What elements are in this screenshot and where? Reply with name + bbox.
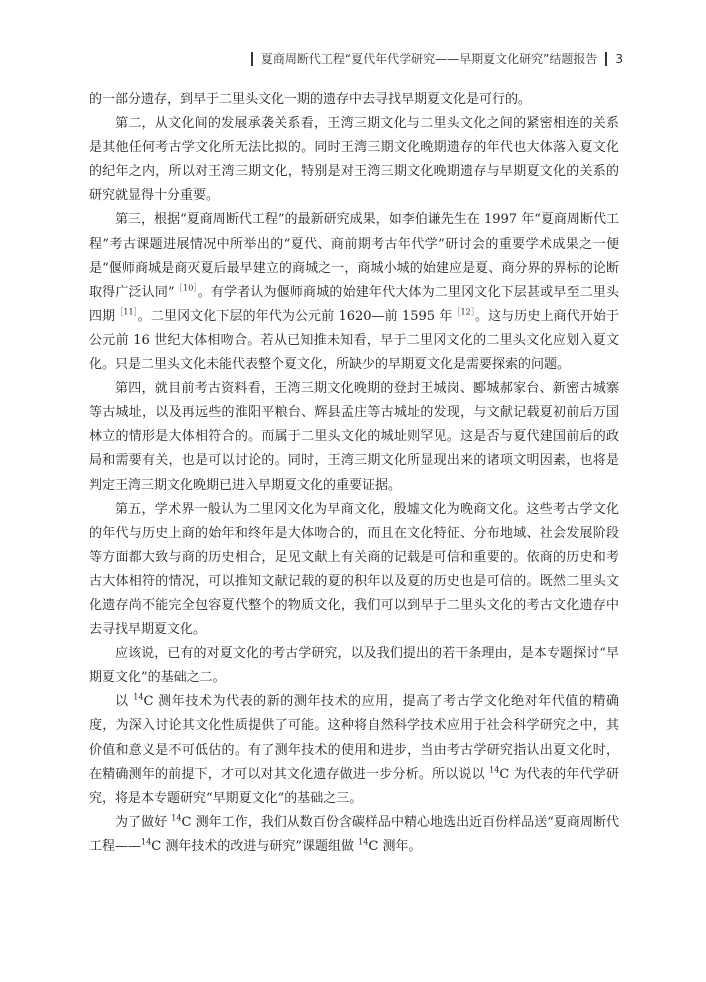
text-run: 第三，根据“夏商周断代工程”的最新研究成果，如李伯谦先生在 1997 年“夏商周断代工程”考古课题进展情况中所举出的“夏代、商前期考古年代学”研讨会的重要学术成果之一便是“偃师商城是商灭夏后最早建立的商城之一，商城小城的始建应是夏、商分界的界标的论断取得广泛认同”	[89, 212, 619, 300]
text-run: 。有学者认为偃师商城的始建年代大体为二里冈文化下层甚或早至二里头四期	[89, 284, 619, 324]
paragraph-sampling	[89, 811, 619, 859]
paragraph-fifth-reason: 第五，学术界一般认为二里冈文化为早商文化，殷墟文化为晚商文化。这些考古学文化的年代与历史上商的始年和终年是大体吻合的，而且在文化特征、分布地域、社会发展阶段等方面都大致与商的历史相合，足见文献上有关商的记载是可信和重要的。依商的历史和考古大体相符的情况，可以推知文献记载的夏的积年以及夏的历史也是可信的。既然二里头文化遗存尚不能完全包容夏代整个的物质文化，我们可以到早于二里头文化的考古文化遗存中去寻找早期夏文化。	[89, 501, 619, 638]
paragraph-third-reason	[89, 208, 619, 377]
paragraph-basis-two: 应该说，已有的对夏文化的考古学研究，以及我们提出的若干条理由，是本专题探讨“早期夏文化”的基础之二。	[89, 646, 619, 686]
text-run: 以	[115, 694, 134, 710]
isotope-superscript: 14	[489, 765, 500, 775]
paragraph-fourth-reason: 第四，就目前考古资料看，王湾三期文化晚期的登封王城岗、郾城郝家台、新密古城寨等古城址，以及再远些的淮阳平粮台、辉县孟庄等古城址的发现，与文献记载夏初前后万国林立的情形是大体相符合的。而属于二里头文化的城址则罕见。这是否与夏代建国前后的政局和需要有关，也是可以讨论的。同时，王湾三期文化所显现出来的诸项文明因素，也将是判定王湾三期文化晚期已进入早期夏文化的重要证据。	[89, 381, 619, 493]
text-run: C 测年。	[368, 838, 422, 854]
text-run: C 测年技术的改进与研究”课题组做	[151, 838, 359, 854]
text-run: C 为代表的年代学研究，将是本专题研究“早期夏文化”的基础之三。	[89, 766, 619, 806]
citation-ref: ［10］	[174, 283, 198, 293]
header-right-divider	[605, 52, 607, 66]
text-run: C 测年工作，我们从数百份含碳样品中精心地选出近百份样品送“夏商周断代工程——	[89, 814, 619, 854]
body-text	[89, 88, 619, 859]
text-run: 为了做好	[115, 814, 172, 830]
isotope-superscript: 14	[141, 837, 152, 847]
text-run: C 测年技术为代表的新的测年技术的应用，提高了考古学文化绝对年代值的精确度，为深入讨论其文化性质提供了可能。这种将自然科学技术应用于社会科学研究之中，其价值和意义是不可低估的。有了测年技术的使用和进步，当由考古学研究指认出夏文化时，在精确测年的前提下，才可以对其文化遗存做进一步分析。所以说以	[89, 694, 619, 782]
header-left-divider	[251, 52, 253, 66]
paragraph-continuation: 的一部分遗存，到早于二里头文化一期的遗存中去寻找早期夏文化是可行的。	[89, 92, 532, 107]
running-header	[251, 50, 623, 67]
text-run: 。二里冈文化下层的年代为公元前 1620—前 1595 年	[137, 308, 453, 324]
page-number: 3	[615, 51, 623, 66]
text-run: 。这与历史上商代开始于公元前 16 世纪大体相吻合。若从已知推未知看，早于二里冈文化的二里头文化应划入夏文化。只是二里头文化未能代表整个夏文化，所缺少的早期夏文化是需要探索的问题。	[89, 308, 619, 373]
isotope-superscript: 14	[358, 837, 369, 847]
isotope-superscript: 14	[171, 813, 182, 823]
citation-ref: ［11］	[115, 307, 138, 317]
citation-ref: ［12］	[452, 307, 475, 317]
isotope-superscript: 14	[133, 693, 144, 703]
paragraph-basis-three	[89, 690, 619, 810]
header-title: 夏商周断代工程“夏代年代学研究——早期夏文化研究”结题报告	[260, 52, 598, 66]
paragraph-second-reason: 第二，从文化间的发展承袭关系看，王湾三期文化与二里头文化之间的紧密相连的关系是其他任何考古学文化所无法比拟的。同时王湾三期文化晚期遗存的年代也大体落入夏文化的纪年之内，所以对王湾三期文化，特别是对王湾三期文化晚期遗存与早期夏文化的关系的研究就显得十分重要。	[89, 116, 619, 204]
